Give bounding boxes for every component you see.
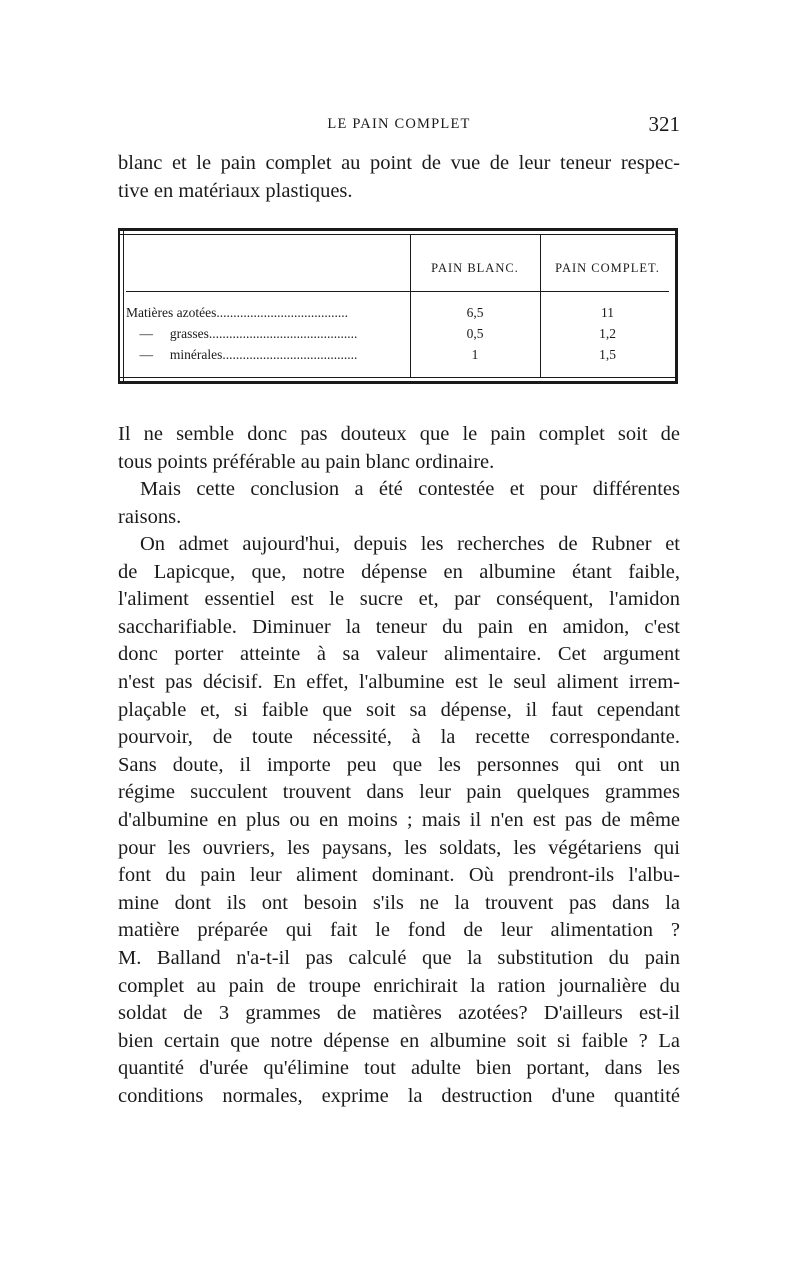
text-line: matière préparée qui fait le fond de leur alimentation ? [118, 919, 680, 942]
composition-table [118, 228, 678, 384]
text-line: tive en matériaux plastiques. [118, 179, 353, 202]
text-line: quantité d'urée qu'élimine tout adulte bien portant, dans les [118, 1057, 680, 1080]
cell-pain-blanc: 0,5 [466, 326, 484, 341]
column-header-pain-blanc: PAIN BLANC. [431, 261, 519, 275]
text-line: pour les ouvriers, les paysans, les soldats, les végétariens qui [118, 836, 680, 859]
table-row [126, 326, 666, 346]
cell-pain-complet: 11 [601, 305, 614, 320]
text-line: blanc et le pain complet au point de vue de leur teneur respec- [118, 152, 680, 174]
text-line: M. Balland n'a-t-il pas calculé que la substitution du pain [118, 946, 680, 969]
text-line: bien certain que notre dépense en albumine soit si faible ? La [118, 1029, 680, 1052]
cell-pain-complet: 1,5 [599, 347, 616, 362]
text-line: font du pain leur aliment dominant. Où prendront-ils l'albu- [118, 864, 680, 887]
paragraph-1 [118, 421, 680, 476]
row-label: Matières azotées....................................... [126, 305, 348, 320]
cell-pain-blanc: 6,5 [466, 305, 484, 320]
page-number: 321 [648, 112, 680, 136]
row-label: — grasses............................................ [126, 326, 358, 341]
text-line: saccharifiable. Diminuer la teneur du pain en amidon, c'est [118, 615, 680, 638]
table-row [126, 305, 666, 325]
text-line: raisons. [118, 505, 182, 528]
text-line: conditions normales, exprime la destruction d'une quantité [118, 1084, 680, 1107]
page-header [118, 112, 680, 142]
text-line: d'albumine en plus ou en moins ; mais il n'en est pas de même [118, 808, 680, 831]
text-line: soldat de 3 grammes de matières azotées? D'ailleurs est-il [118, 1002, 680, 1025]
intro-paragraph [118, 150, 680, 205]
paragraph-2 [118, 476, 680, 531]
text-line: de Lapicque, que, notre dépense en albumine étant faible, [118, 560, 680, 583]
text-line: Mais cette conclusion a été contestée et pour différentes [140, 478, 680, 500]
text-line: complet au pain de troupe enrichirait la ration journalière du [118, 974, 680, 997]
text-line: pourvoir, de toute nécessité, à la recette correspondante. [118, 726, 680, 749]
running-title: LE PAIN COMPLET [327, 116, 471, 132]
cell-pain-blanc: 1 [471, 347, 479, 362]
text-line: n'est pas décisif. En effet, l'albumine est le seul aliment irrem- [118, 670, 680, 693]
paragraph-3 [118, 531, 680, 1110]
text-line: mine dont ils ont besoin s'ils ne la trouvent pas dans la [118, 891, 680, 914]
text-line: Sans doute, il importe peu que les personnes qui ont un [118, 753, 680, 776]
table-row [126, 347, 666, 367]
column-header-pain-complet: PAIN COMPLET. [555, 261, 660, 275]
text-line: On admet aujourd'hui, depuis les recherches de Rubner et [140, 533, 680, 555]
text-line: plaçable et, si faible que soit sa dépense, il faut cependant [118, 698, 680, 721]
row-label: — minérales........................................ [126, 347, 358, 362]
text-line: régime succulent trouvent dans leur pain quelques grammes [118, 781, 680, 804]
cell-pain-complet: 1,2 [599, 326, 616, 341]
text-line: tous points préférable au pain blanc ordinaire. [118, 450, 495, 473]
text-line: l'aliment essentiel est le sucre et, par conséquent, l'amidon [118, 588, 680, 611]
text-line: Il ne semble donc pas douteux que le pain complet soit de [118, 423, 680, 445]
text-line: donc porter atteinte à sa valeur alimentaire. Cet argument [118, 643, 680, 666]
